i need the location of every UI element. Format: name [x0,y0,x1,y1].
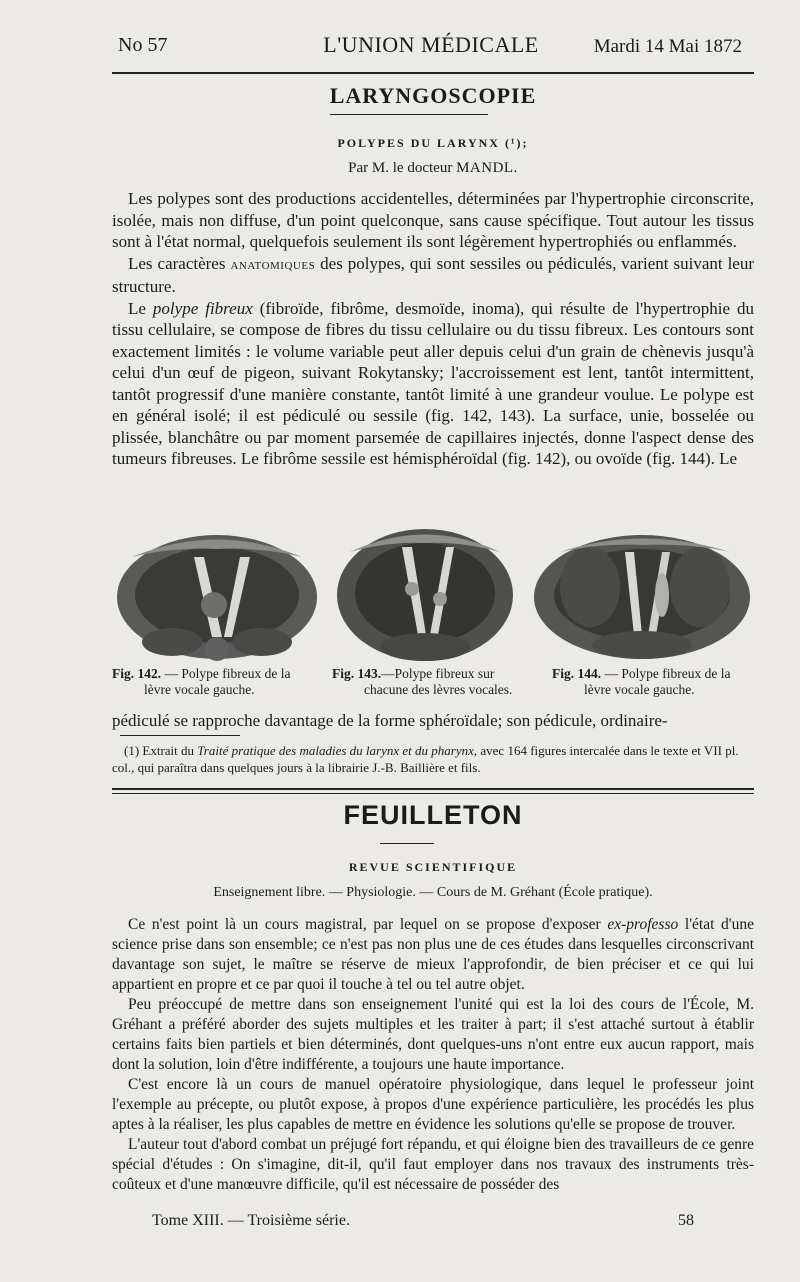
caption-text: lèvre vocale gauche. [144,682,255,697]
paragraph-characters [112,253,754,298]
paragraph-continuation: pédiculé se rapproche davantage de la forme sphéroïdale; son pédicule, ordinaire- [112,711,668,730]
feuilleton-rule-top [112,788,754,790]
caption-text: lèvre vocale gauche. [584,682,695,697]
feuilleton-paragraph-3: C'est encore là un cours de manuel opératoire physiologique, dans lequel le professeur joint l'exemple au précepte, ou plutôt expose, à propos d'une expérience particulière, les procédés les plus aptes à la réaliser, les plus capables de mettre en évidence les solutions qu'elle se propose de trouver. [112,1076,754,1133]
article-body [112,188,754,470]
italic-title: Traité pratique des maladies du larynx et du pharynx [197,743,474,758]
footnote [112,742,754,776]
text-run: (1) Extrait du [124,743,198,758]
larynx-figure-142 [112,517,322,667]
text-run: Ce n'est point là un cours magistral, par lequel on se propose d'exposer [128,916,608,933]
feuilleton-title: FEUILLETON [343,800,523,830]
section-title: LARYNGOSCOPIE [329,83,537,108]
feuilleton-body [112,915,754,1195]
caption-text: —Polype fibreux sur [381,666,495,681]
figure-row [112,517,754,667]
page-number: 58 [678,1212,694,1229]
revue-title: REVUE SCIENTIFIQUE [348,860,518,874]
issue-date: Mardi 14 Mai 1872 [593,36,742,57]
byline [112,160,754,177]
article-title: POLYPES DU LARYNX (¹); [337,136,529,150]
larynx-figure-144 [530,517,755,667]
issue-number: No 57 [118,34,168,56]
tome-label: Tome XIII. — Troisième série. [152,1212,350,1229]
caption-143 [332,666,547,698]
feuilleton-rule-top-thin [112,793,754,794]
footnote-text [112,742,754,776]
journal-title: L'UNION MÉDICALE [323,32,539,57]
caption-text: — Polype fibreux de la [164,666,291,681]
byline-prefix: Par M. le docteur [348,160,457,176]
caption-text: chacune des lèvres vocales. [364,682,513,697]
article-continuation [112,710,754,732]
footnote-rule [120,735,240,736]
feuilleton-paragraph-4: L'auteur tout d'abord combat un préjugé fort répandu, et qui éloigne bien des travailleurs de ce genre spécial d'études : On s'imagine, dit-il, qu'il faut employer dans nos travaux des instruments très-coûteux et d'une manœuvre difficile, qu'il est nécessaire de posséder des [112,1136,754,1193]
italic-term: ex-professo [607,916,679,933]
text-run: Le [128,298,153,318]
feuilleton-paragraph-1 [112,915,754,995]
caption-142 [112,666,327,698]
feuilleton-paragraph-2: Peu préoccupé de mettre dans son enseignement l'unité qui est la loi des cours de l'École, M. Gréhant a préféré aborder des sujets multiples et les traiter à part; il s'est attaché surtout à établir certains faits bien partiels et bien déterminés, dont quelques-uns n'ont entre eux aucun rapport, mais dont la solution, loin d'être indifférente, a toujours une haute importance. [112,996,754,1073]
revue-subject: Enseignement libre. — Physiologie. — Cours de M. Gréhant (École pratique). [213,885,653,900]
smallcaps-term: anatomiques [230,256,316,273]
header-rule [112,72,754,74]
feuilleton-ornament [380,843,434,844]
caption-label: Fig. 144. [552,666,602,681]
figure-captions [112,666,754,706]
text-run: (fibroïde, fibrôme, desmoïde, inoma), qui résulte de l'hypertrophie du tissu cellulaire, se compose de fibres du tissu cellulaire ou du tissu fibreux. Les contours sont exactement limités : le volume variable peut aller depuis celui d'un grain de chènevis jusqu'à celui d'un œuf de pigeon, suivant Rokytansky; l'accroissement est lent, tantôt intermittent, tantôt progressif d'une manière constante, tantôt limité à une grandeur voulue. Le polype est en général isolé; il est pédiculé ou sessile (fig. 142, 143). La surface, unie, bosselée ou plissée, blanchâtre ou par moment parsemée de capillaires injectés, donne l'aspect dense des tumeurs fibreuses. Le fibrôme sessile est hémisphéroïdal (fig. 142), ou ovoïde (fig. 144). Le [112,298,754,468]
text-run: l'état d'une science prise dans son ensemble; ce n'est pas non plus une de ces études dans lesquelles circonscrivant davantage son sujet, le maître se réserve de mieux l'approfondir, de bien préciser et ce qui lui appartient en propre et ce par quoi il touche à tel ou tel autre objet. [112,916,754,993]
caption-label: Fig. 142. [112,666,162,681]
caption-text: — Polype fibreux de la [604,666,731,681]
title-underline [330,114,488,115]
text-run: , avec 164 figures intercalée dans le texte et VII pl. col., qui paraîtra dans quelques jours à la librairie J.-B. Baillière et fils. [112,743,739,775]
text-run: des polypes, qui sont sessiles ou pédiculés, varient suivant leur structure. [112,253,754,296]
italic-term: polype fibreux [152,298,253,318]
larynx-figure-143 [330,517,520,667]
paragraph-fibrous-polyp [112,298,754,470]
author-name: MANDL. [456,160,518,176]
page-header [110,30,752,62]
caption-label: Fig. 143. [332,666,382,681]
text-run: Les caractères [128,253,231,273]
paragraph-definition: Les polypes sont des productions accidentelles, déterminées par l'hypertrophie circonscrite, isolée, mais non diffuse, d'un point quelconque, sans cause spécifique. Tout autour les tissus sont à l'état normal, quelquefois seulement ils sont légèrement hypertrophiés ou enflammés. [112,189,754,251]
caption-144 [552,666,754,698]
